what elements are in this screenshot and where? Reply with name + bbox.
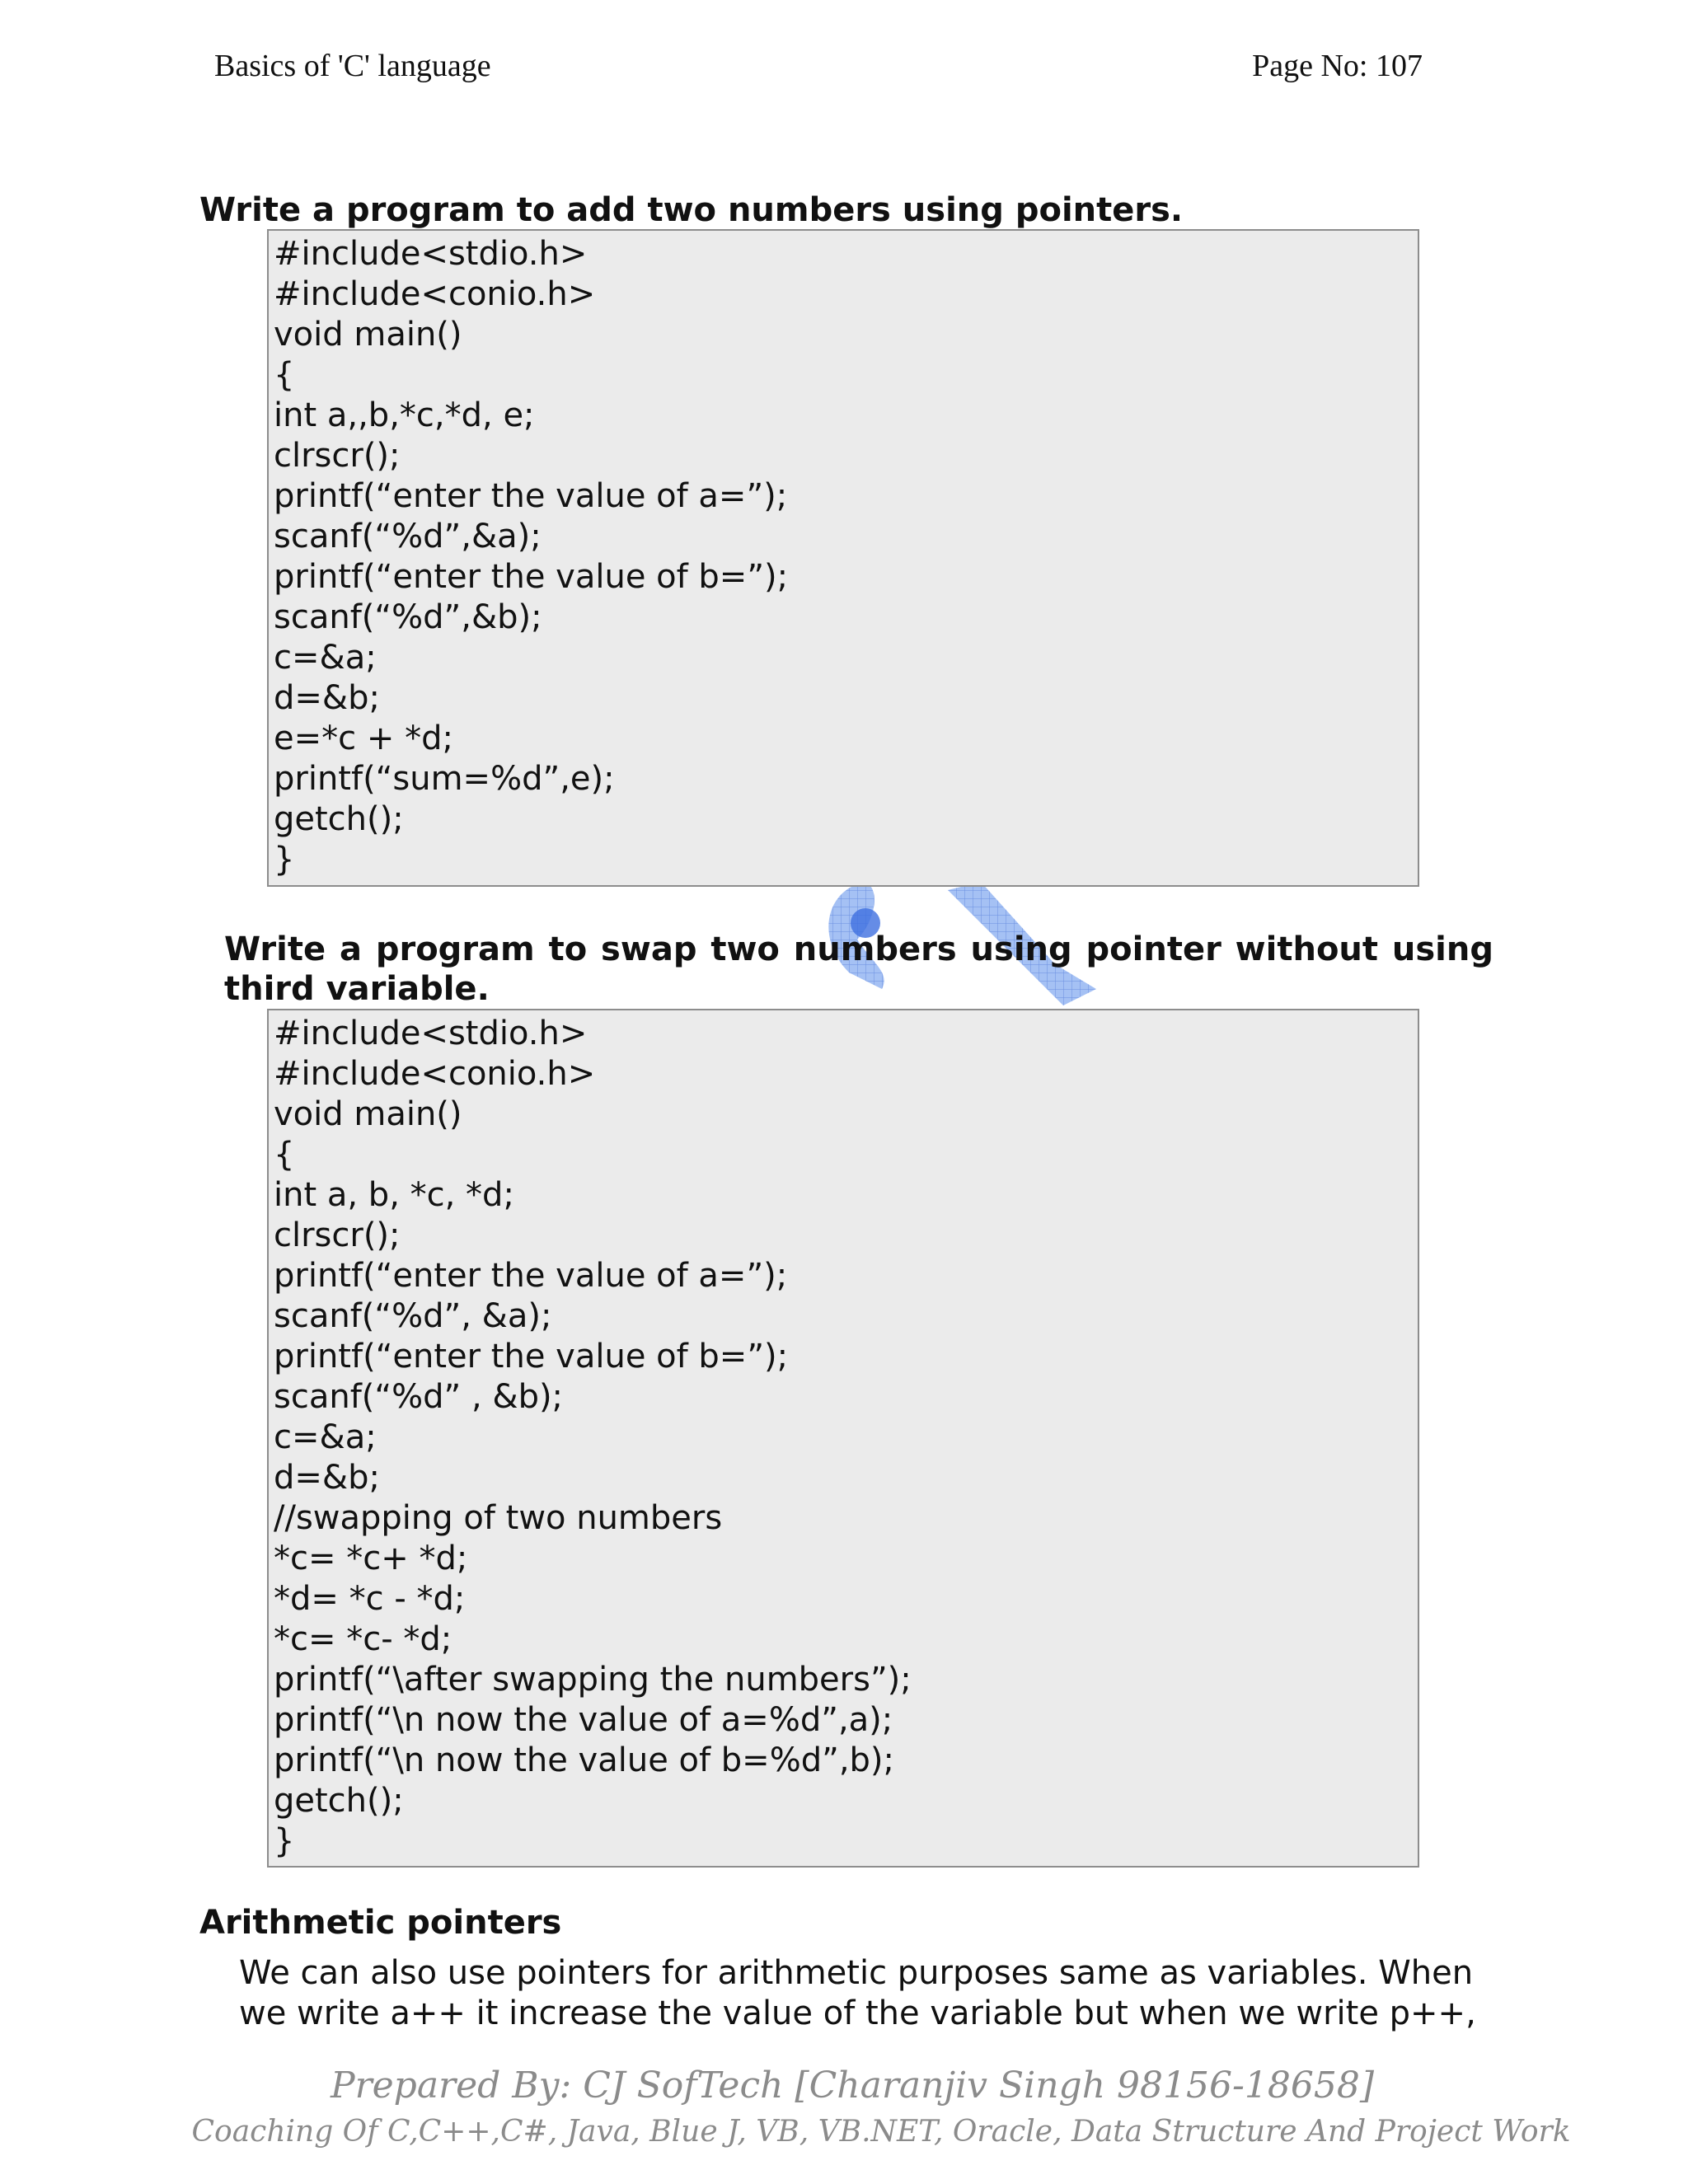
footer-prepared-by: Prepared By: CJ SofTech [Charanjiv Singh 98156-18658]: [330, 2064, 1375, 2107]
code-line: *c= *c- *d;: [274, 1620, 452, 1658]
code-line: scanf(“%d” , &b);: [274, 1378, 564, 1416]
code-line: printf(“enter the value of b=”);: [274, 558, 789, 596]
code-line: printf(“\n now the value of b=%d”,b);: [274, 1741, 895, 1779]
code-line: #include<conio.h>: [274, 275, 596, 313]
page-number: Page No: 107: [1252, 49, 1423, 83]
code-block-add-pointers: [267, 229, 1419, 887]
code-line: printf(“\n now the value of a=%d”,a);: [274, 1701, 893, 1739]
code-line: void main(): [274, 316, 462, 354]
code-line: #include<stdio.h>: [274, 235, 588, 273]
code-line: clrscr();: [274, 437, 401, 475]
code-block-swap-pointers: [267, 1009, 1419, 1868]
code-line: {: [274, 1136, 295, 1174]
code-line: printf(“sum=%d”,e);: [274, 760, 615, 798]
code-line: }: [274, 841, 295, 879]
header-title: Basics of 'C' language: [214, 49, 491, 83]
code-line: int a, b, *c, *d;: [274, 1176, 514, 1214]
code-line: *c= *c+ *d;: [274, 1540, 468, 1577]
code-line: }: [274, 1822, 295, 1860]
code-line: printf(“\after swapping the numbers”);: [274, 1661, 912, 1699]
code-line: e=*c + *d;: [274, 719, 453, 757]
section1-heading: Write a program to add two numbers using pointers.: [199, 191, 1184, 229]
code-line: printf(“enter the value of b=”);: [274, 1338, 789, 1376]
code-line: int a,,b,*c,*d, e;: [274, 396, 535, 434]
code-line: getch();: [274, 1782, 404, 1820]
code-line: //swapping of two numbers: [274, 1499, 723, 1537]
code-line: scanf(“%d”,&b);: [274, 598, 542, 636]
code-line: void main(): [274, 1095, 462, 1133]
section2-heading: Write a program to swap two numbers using pointer without using third variable.: [224, 930, 1493, 1008]
code-line: {: [274, 356, 295, 394]
paragraph-line: We can also use pointers for arithmetic purposes same as variables. When: [239, 1954, 1474, 1992]
code-line: c=&a;: [274, 639, 377, 677]
code-line: scanf(“%d”, &a);: [274, 1297, 552, 1335]
code-line: scanf(“%d”,&a);: [274, 518, 542, 555]
paragraph-line: we write a++ it increase the value of the variable but when we write p++,: [239, 1994, 1476, 2032]
code-line: *d= *c - *d;: [274, 1580, 466, 1618]
code-line: clrscr();: [274, 1216, 401, 1254]
section3-heading: Arithmetic pointers: [199, 1904, 562, 1942]
code-line: d=&b;: [274, 679, 380, 717]
code-line: c=&a;: [274, 1418, 377, 1456]
code-line: d=&b;: [274, 1459, 380, 1497]
code-line: getch();: [274, 800, 404, 838]
footer-coaching: Coaching Of C,C++,C#, Java, Blue J, VB, VB.NET, Oracle, Data Structure And Project Work: [191, 2115, 1571, 2149]
code-line: #include<conio.h>: [274, 1055, 596, 1093]
code-line: printf(“enter the value of a=”);: [274, 1257, 788, 1295]
code-line: printf(“enter the value of a=”);: [274, 477, 788, 515]
arithmetic-pointers-paragraph: [239, 1953, 1484, 2034]
code-line: #include<stdio.h>: [274, 1015, 588, 1052]
